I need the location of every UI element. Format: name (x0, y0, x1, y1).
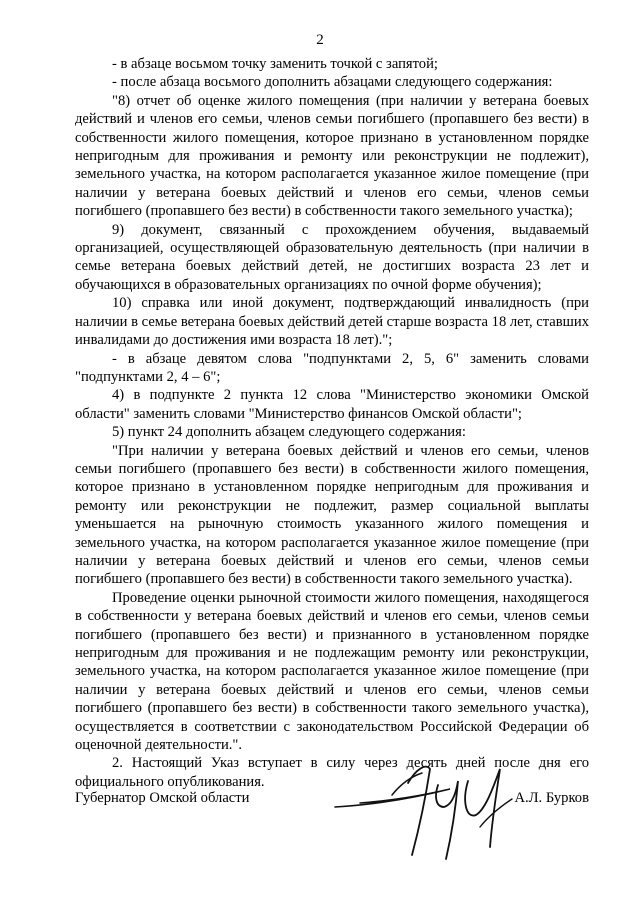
signatory-title: Губернатор Омской области (75, 790, 250, 806)
document-body (75, 55, 589, 791)
paragraph: "8) отчет об оценке жилого помещения (при наличии у ветерана боевых действий и членов его семьи, членов семьи погибшего (пропавшего без вести) в собственности жилого помещения, которое признано в установленном порядке непригодным для проживания и ремонту или реконструкции не подлежит), земельного участка, на котором располагается указанное жилое помещение (при наличии у ветерана боевых действий и членов его семьи, членов семьи погибшего (пропавшего без вести) в собственности такого земельного участка); (75, 92, 589, 220)
paragraph: 5) пункт 24 дополнить абзацем следующего содержания: (112, 424, 466, 441)
page-number: 2 (316, 32, 324, 48)
handwritten-signature (330, 755, 515, 865)
paragraph: 2. Настоящий Указ вступает в силу через десять дней после дня его официального опубликования. (75, 755, 589, 790)
signatory-name: А.Л. Бурков (514, 790, 589, 806)
paragraph: 10) справка или иной документ, подтверждающий инвалидность (при наличии в семье ветерана боевых действий детей старше возраста 18 лет, ставших инвалидами до достижения ими возраста 18 лет)."; (75, 295, 589, 349)
signature-block (75, 775, 589, 865)
paragraph: "При наличии у ветерана боевых действий и членов его семьи, членов семьи погибшего (пропавшего без вести) в собственности жилого помещения, которое признано в установленном порядке непригодным для проживания и ремонту или реконструкции не подлежит, размер социальной выплаты уменьшается на рыночную стоимость указанного жилого помещения и земельного участка, на котором располагается указанное жилое помещение (при наличии у ветерана боевых действий и членов его семьи, членов семьи погибшего (пропавшего без вести) в собственности такого земельного участка). (75, 442, 589, 588)
paragraph: 9) документ, связанный с прохождением обучения, выдаваемый организацией, осуществляющей образовательную деятельность (при наличии в семье ветерана боевых действий детей, не достигших возраста 23 лет и обучающихся в образовательных организациях по очной форме обучения); (75, 221, 589, 293)
paragraph: - в абзаце девятом слова "подпунктами 2, 5, 6" заменить словами "подпунктами 2, 4 – 6"; (75, 350, 589, 385)
paragraph: - после абзаца восьмого дополнить абзацами следующего содержания: (112, 74, 553, 91)
paragraph: 4) в подпункте 2 пункта 12 слова "Министерство экономики Омской области" заменить словами "Министерство финансов Омской области"; (75, 387, 589, 422)
paragraph: - в абзаце восьмом точку заменить точкой с запятой; (112, 56, 438, 72)
paragraph: Проведение оценки рыночной стоимости жилого помещения, находящегося в собственности у ветерана боевых действий и членов его семьи, членов семьи погибшего (пропавшего без вести) и признанного в установленном порядке непригодным для проживания и не подлежащим ремонту или реконструкции, земельного участка, на котором располагается указанное жилое помещение (при наличии у ветерана боевых действий и членов его семьи, членов семьи погибшего (пропавшего без вести) в собственности такого земельного участка), осуществляется в соответствии с законодательством Российской Федерации об оценочной деятельности.". (75, 589, 589, 754)
